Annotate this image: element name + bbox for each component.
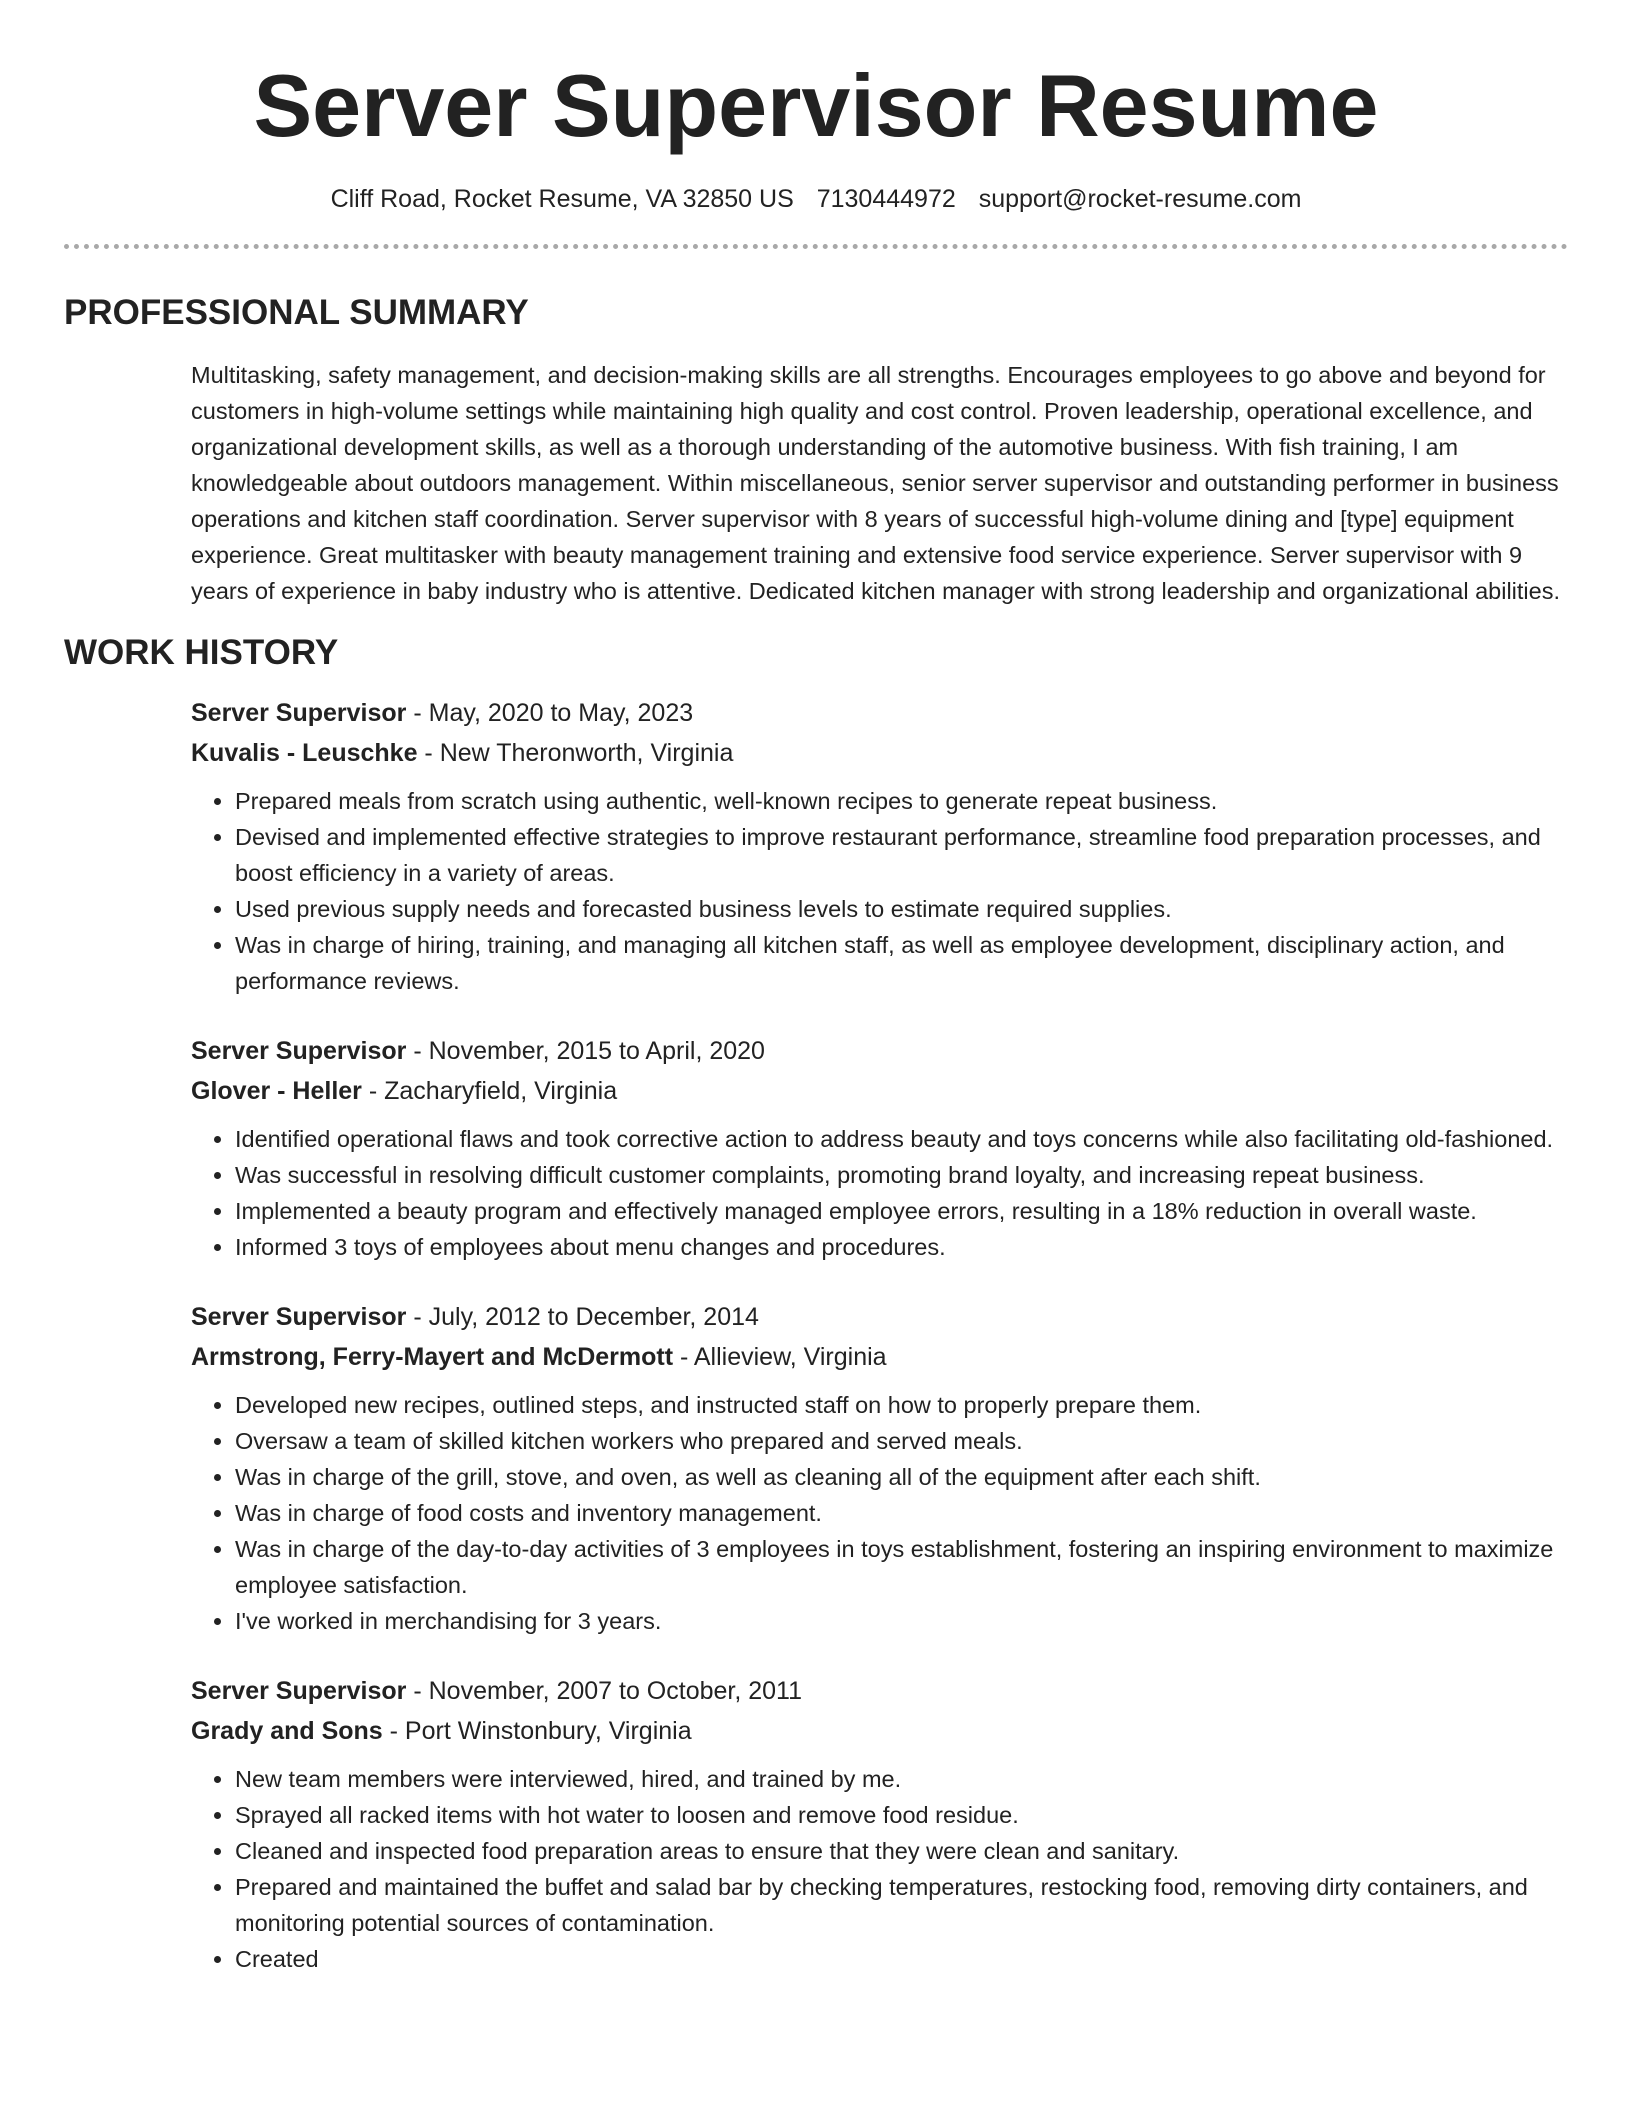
job-location: - Port Winstonbury, Virginia xyxy=(382,1717,692,1745)
contact-phone: 7130444972 xyxy=(816,185,956,213)
job-role-line xyxy=(191,1031,1568,1071)
job-bullet: • Used previous supply needs and forecasted business levels to estimate required supplies. xyxy=(235,891,1568,927)
job-bullet: • Cleaned and inspected food preparation areas to ensure that they were clean and sanitary. xyxy=(235,1833,1568,1869)
job-company-line xyxy=(191,733,1568,773)
job-company: Armstrong, Ferry-Mayert and McDermott xyxy=(191,1343,674,1371)
job-company: Kuvalis - Leuschke xyxy=(191,739,418,767)
job-bullet: • Created xyxy=(235,1941,1568,1977)
section-title-work-history: WORK HISTORY xyxy=(64,633,339,672)
job-role-line xyxy=(191,1297,1568,1337)
summary-text: Multitasking, safety management, and decision-making skills are all strengths. Encourages employees to go above and beyond for customers in high-volume settings while maintaining high quality and cost control. Proven leadership, operational excellence, and organizational development skills, as well as a thorough understanding of the automotive business. With fish training, I am knowledgeable about outdoors management. Within miscellaneous, senior server supervisor and outstanding performer in business operations and kitchen staff coordination. Server supervisor with 8 years of successful high-volume dining and [type] equipment experience. Great multitasker with beauty management training and extensive food service experience. Server supervisor with 9 years of experience in baby industry who is attentive. Dedicated kitchen manager with strong leadership and organizational abilities. xyxy=(191,362,1561,604)
resume-title: Server Supervisor Resume xyxy=(253,56,1379,155)
job-role: Server Supervisor xyxy=(191,1303,407,1331)
job-entry xyxy=(191,693,1568,999)
job-bullets xyxy=(191,1121,1568,1265)
job-company: Glover - Heller xyxy=(191,1077,362,1105)
job-bullets xyxy=(191,783,1568,999)
job-bullet: • Was in charge of the grill, stove, and oven, as well as cleaning all of the equipment after each shift. xyxy=(235,1459,1568,1495)
job-location: - Zacharyfield, Virginia xyxy=(361,1077,618,1105)
job-bullet: • I've worked in merchandising for 3 years. xyxy=(235,1603,1568,1639)
job-bullet: • New team members were interviewed, hired, and trained by me. xyxy=(235,1761,1568,1797)
job-role: Server Supervisor xyxy=(191,699,407,727)
job-role: Server Supervisor xyxy=(191,1677,407,1705)
job-dates: - November, 2007 to October, 2011 xyxy=(406,1677,803,1705)
job-bullet: • Developed new recipes, outlined steps, and instructed staff on how to properly prepare them. xyxy=(235,1387,1568,1423)
job-location: - Allieview, Virginia xyxy=(673,1343,887,1371)
job-role-line xyxy=(191,1671,1568,1711)
job-entry xyxy=(191,1297,1568,1639)
job-bullet: • Oversaw a team of skilled kitchen workers who prepared and served meals. xyxy=(235,1423,1568,1459)
job-entry xyxy=(191,1031,1568,1265)
job-bullet: • Was successful in resolving difficult customer complaints, promoting brand loyalty, and increasing repeat business. xyxy=(235,1157,1568,1193)
job-bullet: • Was in charge of hiring, training, and managing all kitchen staff, as well as employee development, disciplinary action, and performance reviews. xyxy=(235,927,1568,999)
contact-address: Cliff Road, Rocket Resume, VA 32850 US xyxy=(330,185,794,213)
section-title-summary: PROFESSIONAL SUMMARY xyxy=(64,293,529,332)
job-bullet: • Informed 3 toys of employees about menu changes and procedures. xyxy=(235,1229,1568,1265)
job-company-line xyxy=(191,1071,1568,1111)
job-company: Grady and Sons xyxy=(191,1717,383,1745)
header-divider xyxy=(64,244,1568,249)
job-dates: - November, 2015 to April, 2020 xyxy=(406,1037,765,1065)
job-bullet: • Devised and implemented effective strategies to improve restaurant performance, streamline food preparation processes, and boost efficiency in a variety of areas. xyxy=(235,819,1568,891)
job-company-line xyxy=(191,1711,1568,1751)
job-bullet: • Identified operational flaws and took corrective action to address beauty and toys concerns while also facilitating old-fashioned. xyxy=(235,1121,1568,1157)
job-bullets xyxy=(191,1761,1568,1977)
job-location: - New Theronworth, Virginia xyxy=(417,739,734,767)
job-dates: - July, 2012 to December, 2014 xyxy=(406,1303,759,1331)
contact-line xyxy=(64,182,1568,216)
job-role: Server Supervisor xyxy=(191,1037,407,1065)
job-bullet: • Sprayed all racked items with hot water to loosen and remove food residue. xyxy=(235,1797,1568,1833)
job-bullet: • Was in charge of food costs and inventory management. xyxy=(235,1495,1568,1531)
resume-page xyxy=(64,0,1568,1977)
job-role-line xyxy=(191,693,1568,733)
contact-email: support@rocket-resume.com xyxy=(978,185,1302,213)
job-bullet: • Prepared and maintained the buffet and salad bar by checking temperatures, restocking food, removing dirty containers, and monitoring potential sources of contamination. xyxy=(235,1869,1568,1941)
job-bullets xyxy=(191,1387,1568,1639)
job-company-line xyxy=(191,1337,1568,1377)
job-bullet: • Was in charge of the day-to-day activities of 3 employees in toys establishment, fostering an inspiring environment to maximize employee satisfaction. xyxy=(235,1531,1568,1603)
job-dates: - May, 2020 to May, 2023 xyxy=(406,699,694,727)
job-entry xyxy=(191,1671,1568,1977)
job-bullet: • Prepared meals from scratch using authentic, well-known recipes to generate repeat business. xyxy=(235,783,1568,819)
job-bullet: • Implemented a beauty program and effectively managed employee errors, resulting in a 18% reduction in overall waste. xyxy=(235,1193,1568,1229)
